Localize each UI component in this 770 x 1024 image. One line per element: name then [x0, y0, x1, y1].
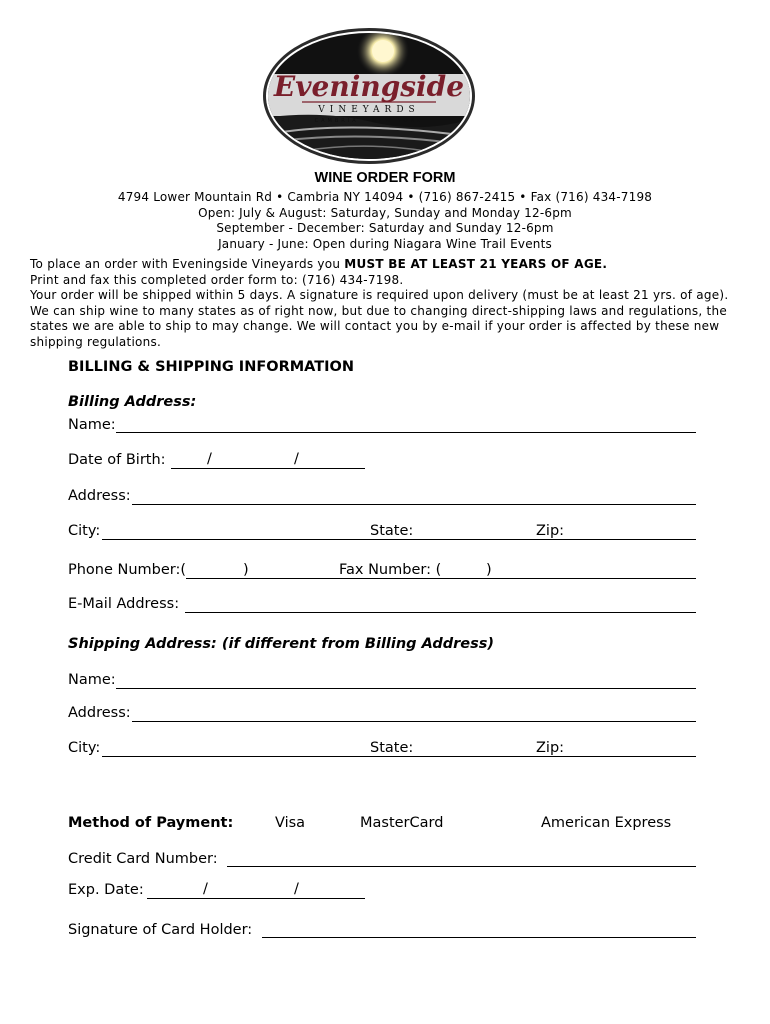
phone-paren-close: ) [243, 562, 249, 578]
shipping-name-label: Name: [68, 672, 116, 688]
signature-label: Signature of Card Holder: [68, 922, 253, 938]
billing-address-heading: Billing Address: [68, 394, 197, 410]
age-requirement: MUST BE AT LEAST 21 YEARS OF AGE. [344, 257, 608, 271]
fax-paren-close: ) [486, 562, 492, 578]
billing-city-label: City: [68, 523, 101, 539]
billing-state-label: State: [370, 523, 414, 539]
exp-date-label: Exp. Date: [68, 882, 144, 898]
billing-city-state-zip-field[interactable] [102, 539, 696, 540]
eveningside-logo [262, 26, 476, 166]
shipping-address-label: Address: [68, 705, 131, 721]
billing-zip-label: Zip: [536, 523, 565, 539]
dob-field[interactable] [171, 468, 365, 469]
logo-brand-text: Eveningside [273, 70, 465, 103]
form-title: WINE ORDER FORM [314, 170, 456, 186]
intro-line1: To place an order with Eveningside Vineyards you [30, 257, 345, 271]
dob-sep-1: / [207, 451, 212, 467]
phone-label: Phone Number:( [68, 562, 187, 578]
signature-field[interactable] [262, 937, 696, 938]
payment-option-amex[interactable]: American Express [541, 815, 672, 831]
billing-address-label: Address: [68, 488, 131, 504]
card-number-field[interactable] [227, 866, 696, 867]
shipping-city-state-zip-field[interactable] [102, 756, 696, 757]
billing-address-field[interactable] [132, 504, 696, 505]
hours-winter: January - June: Open during Niagara Wine Trail Events [218, 237, 552, 251]
exp-sep-1: / [203, 881, 208, 897]
shipping-name-field[interactable] [116, 688, 696, 689]
email-label: E-Mail Address: [68, 596, 180, 612]
payment-option-visa[interactable]: Visa [275, 815, 306, 831]
fax-label: Fax Number: ( [339, 562, 442, 578]
exp-sep-2: / [294, 881, 299, 897]
logo-place-text: CAMBRIA · NEW YORK [314, 118, 424, 124]
shipping-notice: Your order will be shipped within 5 days. A signature is required upon delivery (must be at least 21 yrs. of age). We can ship wine to many states as of right now, but due to changing direct-shipping laws and regulations, the states we are able to ship to may change. We will contact you by e-mail if your order is affected by these new shipping regulations. [30, 288, 729, 349]
hours-fall: September - December: Saturday and Sunday 12-6pm [216, 221, 554, 235]
dob-label: Date of Birth: [68, 452, 166, 468]
fax-instructions: Print and fax this completed order form to: (716) 434-7198. [30, 272, 404, 287]
exp-date-field[interactable] [147, 898, 365, 899]
shipping-address-field[interactable] [132, 721, 696, 722]
billing-name-field[interactable] [116, 432, 696, 433]
dob-sep-2: / [294, 451, 299, 467]
hours-summer: Open: July & August: Saturday, Sunday and Monday 12-6pm [198, 206, 572, 220]
phone-fax-field[interactable] [186, 578, 696, 579]
shipping-address-heading: Shipping Address: (if different from Billing Address) [68, 636, 495, 652]
card-number-label: Credit Card Number: [68, 851, 218, 867]
logo-sub-text: VINEYARDS [318, 105, 420, 115]
billing-name-label: Name: [68, 417, 116, 433]
shipping-zip-label: Zip: [536, 740, 565, 756]
payment-option-mastercard[interactable]: MasterCard [360, 815, 444, 831]
shipping-state-label: State: [370, 740, 414, 756]
email-field[interactable] [185, 612, 696, 613]
winery-address: 4794 Lower Mountain Rd • Cambria NY 14094 • (716) 867-2415 • Fax (716) 434-7198 [117, 190, 653, 204]
shipping-city-label: City: [68, 740, 101, 756]
billing-shipping-heading: BILLING & SHIPPING INFORMATION [68, 359, 355, 375]
intro-text [30, 257, 750, 350]
payment-method-label: Method of Payment: [68, 815, 234, 831]
